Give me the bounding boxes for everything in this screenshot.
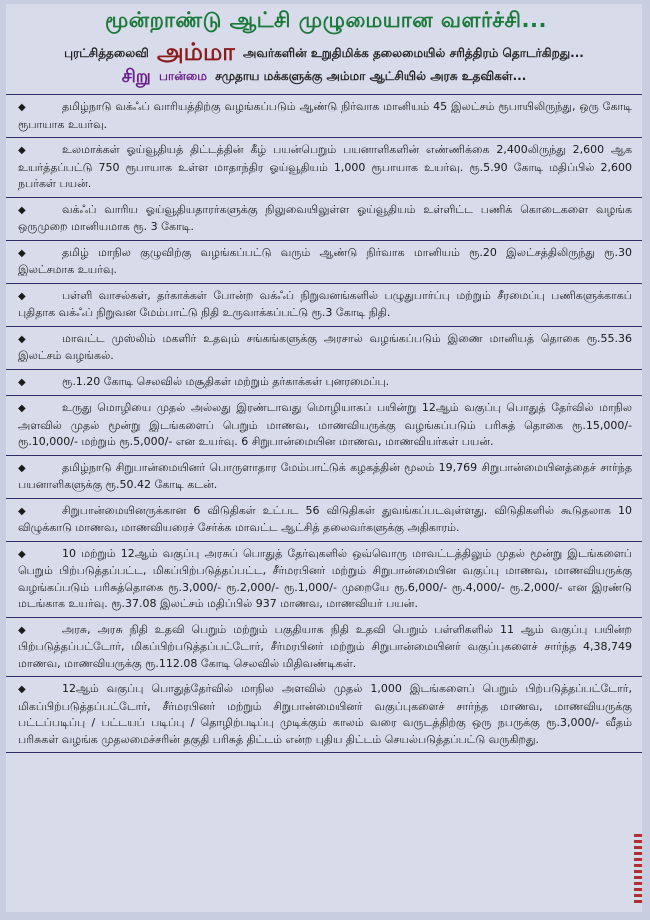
diamond-bullet-icon: ◆ <box>18 505 26 517</box>
list-item <box>6 618 642 678</box>
subtitle-suffix: அவர்களின் உறுதிமிக்க தலைமையில் சரித்திரம் தொடர்கிறது... <box>243 46 584 60</box>
list-item <box>6 198 642 241</box>
list-item-text: 10 மற்றும் 12ஆம் வகுப்பு அரசுப் பொதுத் தேர்வுகளில் ஒவ்வொரு மாவட்டத்திலும் முதல் மூன்று இடங்களைப் பெறும் பிற்படுத்தப்பட்ட, மிகப்பிற்படுத்தப்பட்ட, சீர்மரபினர் மற்றும் சிறுபான்மையின வகுப்பு மாணவ, மாணவியருக்கு வழங்கப்படும் பரிசுத்தொகை ரூ.3,000/- ரூ.2,000/- ரூ.1,000/- முறையே ரூ.6,000/- ரூ.4,000/- ரூ.2,000/- என இரண்டு மடங்காக உயர்வு. ரூ.37.08 இலட்சம் மதிப்பில் 937 மாணவ, மாணவியர் பயன். <box>18 546 632 610</box>
diamond-bullet-icon: ◆ <box>18 462 26 474</box>
diamond-bullet-icon: ◆ <box>18 102 26 113</box>
list-item-text: உருது மொழியை முதல் அல்லது இரண்டாவது மொழியாகப் பயின்று 12ஆம் வகுப்பு பொதுத் தேர்வில் மாநில அளவில் முதல் மூன்று இடங்களைப் பெறும் மாணவ, மாணவியருக்கு வழங்கப்படும் பரிசுத் தொகை ரூ.15,000/- ரூ.10,000/- மற்றும் ரூ.5,000/- என உயர்வு. 6 சிறுபான்மையின மாணவ, மாணவியர்கள் பயன். <box>18 401 632 448</box>
diamond-bullet-icon: ◆ <box>18 204 26 216</box>
document-page <box>6 4 642 912</box>
document-header <box>6 4 642 100</box>
list-item-text: உலமாக்கள் ஓய்வூதியத் திட்டத்தின் கீழ் பயன்பெறும் பயனாளிகளின் எண்ணிக்கை 2,400லிருந்து 2,600 ஆக உயர்த்தப்பட்டு 750 ரூபாயாக உள்ள மாதாந்திர ஓய்வூதியம் 1,000 ரூபாயாக உயர்வு. ரூ.5.90 கோடி மதிப்பில் 2,600 நபர்கள் பயன். <box>18 143 632 190</box>
list-item-text: தமிழ்நாடு சிறுபான்மையினர் பொருளாதார மேம்பாட்டுக் கழகத்தின் மூலம் 19,769 சிறுபான்மையினத்தைச் சார்ந்த பயனாளிகளுக்கு ரூ.50.42 கோடி கடன். <box>18 460 632 491</box>
list-item <box>6 456 642 499</box>
list-item <box>6 241 642 284</box>
list-item-text: பள்ளி வாசல்கள், தர்காக்கள் போன்ற வக்ஃப் நிறுவனங்களில் பழுதுபார்ப்பு மற்றும் சீரமைப்பு பணிகளுக்காகப் புதிதாக வக்ஃப் நிறுவன மேம்பாட்டு நிதி உருவாக்கப்பட்டு ரூ.3 கோடி நிதி. <box>18 288 632 319</box>
diamond-bullet-icon: ◆ <box>18 333 26 345</box>
list-item-text: தமிழ் மாநில குழுவிற்கு வழங்கப்பட்டு வரும் ஆண்டு நிர்வாக மானியம் ரூ.20 இலட்சத்திலிருந்து ரூ.30 இலட்சமாக உயர்வு. <box>18 245 632 276</box>
diamond-bullet-icon: ◆ <box>18 548 26 560</box>
list-item <box>6 677 642 753</box>
subtitle2-lead: சிறு <box>121 66 151 87</box>
subtitle2-lead2: பான்மை <box>159 69 207 83</box>
subtitle-prefix: புரட்சித்தலைவி <box>64 46 149 60</box>
list-item <box>6 542 642 618</box>
subtitle-line-1 <box>6 38 642 69</box>
list-item-text: சிறுபான்மையினருக்கான 6 விடுதிகள் உட்பட 56 விடுதிகள் துவங்கப்படவுள்ளது. விடுதிகளில் கூடுதலாக 10 விழுக்காடு மாணவ, மாணவியரைச் சேர்க்க மாவட்ட ஆட்சித் தலைவர்களுக்கு அதிகாரம். <box>18 503 632 534</box>
diamond-bullet-icon: ◆ <box>18 624 26 636</box>
list-item-text: அரசு, அரசு நிதி உதவி பெறும் மற்றும் பகுதியாக நிதி உதவி பெறும் பள்ளிகளில் 11 ஆம் வகுப்பு பயின்ற பிற்படுத்தப்பட்டோர், மிகப்பிற்படுத்தப்பட்டோர், சீர்மரபினர் மற்றும் சிறுபான்மையினர் வகுப்புகளைச் சார்ந்த 4,38,749 மாணவ, மாணவியருக்கு ரூ.112.08 கோடி செலவில் மிதிவண்டிகள். <box>18 622 632 670</box>
list-item <box>6 284 642 327</box>
subtitle-line-2 <box>6 66 642 89</box>
diamond-bullet-icon: ◆ <box>18 145 26 156</box>
list-item-text: மாவட்ட முஸ்லிம் மகளிர் உதவும் சங்கங்களுக்கு அரசால் வழங்கப்படும் இணை மானியத் தொகை ரூ.55.36 இலட்சம் வழங்கல். <box>18 331 632 362</box>
list-item <box>6 370 642 397</box>
list-item <box>6 327 642 370</box>
list-item-text: தமிழ்நாடு வக்ஃப் வாரியத்திற்கு வழங்கப்படும் ஆண்டு நிர்வாக மானியம் 45 இலட்சம் ரூபாயிலிருந்து, ஒரு கோடி ரூபாயாக உயர்வு. <box>18 100 632 131</box>
benefits-list <box>6 94 642 753</box>
edge-stripe-decoration <box>634 834 642 904</box>
list-item-text: ரூ.1.20 கோடி செலவில் மசூதிகள் மற்றும் தர்காக்கள் புனரமைப்பு. <box>62 374 390 388</box>
list-item <box>6 138 642 198</box>
diamond-bullet-icon: ◆ <box>18 403 26 414</box>
diamond-bullet-icon: ◆ <box>18 684 26 695</box>
list-item <box>6 396 642 456</box>
list-item <box>6 94 642 138</box>
subtitle-name: அம்மா <box>157 38 235 66</box>
list-item-text: 12ஆம் வகுப்பு பொதுத்தேர்வில் மாநில அளவில் முதல் 1,000 இடங்களைப் பெறும் பிற்படுத்தப்பட்டோர், மிகப்பிற்படுத்தப்பட்டோர், சீர்மரபினர் மற்றும் சிறுபான்மையினர் வகுப்புகளைச் சார்ந்த மாணவ, மாணவியருக்கு பட்டப்படிப்பு / பட்டயப் படிப்பு / தொழிற்படிப்பு முடிக்கும் காலம் வரை வருடத்திற்கு ஒரு நபருக்கு ரூ.3,000/- வீதம் பரிசுகள் வழங்க முதலமைச்சரின் தகுதி பரிசுத் திட்டம் என்ற புதிய திட்டம் செயல்படுத்தப்பட்டு வருகிறது. <box>18 682 632 746</box>
page-title: மூன்றாண்டு ஆட்சி முழுமையான வளர்ச்சி... <box>105 8 547 32</box>
diamond-bullet-icon: ◆ <box>18 376 26 388</box>
list-item-text: வக்ஃப் வாரிய ஓய்வூதியதாரர்களுக்கு நிலுவையிலுள்ள ஓய்வூதியம் உள்ளிட்ட பணிக் கொடைகளை வழங்க ஒருமுறை மானியமாக ரூ. 3 கோடி. <box>18 202 632 233</box>
diamond-bullet-icon: ◆ <box>18 247 26 259</box>
list-item <box>6 499 642 542</box>
subtitle2-rest: சமுதாய மக்களுக்கு அம்மா ஆட்சியில் அரசு உதவிகள்... <box>215 69 527 83</box>
diamond-bullet-icon: ◆ <box>18 290 26 302</box>
